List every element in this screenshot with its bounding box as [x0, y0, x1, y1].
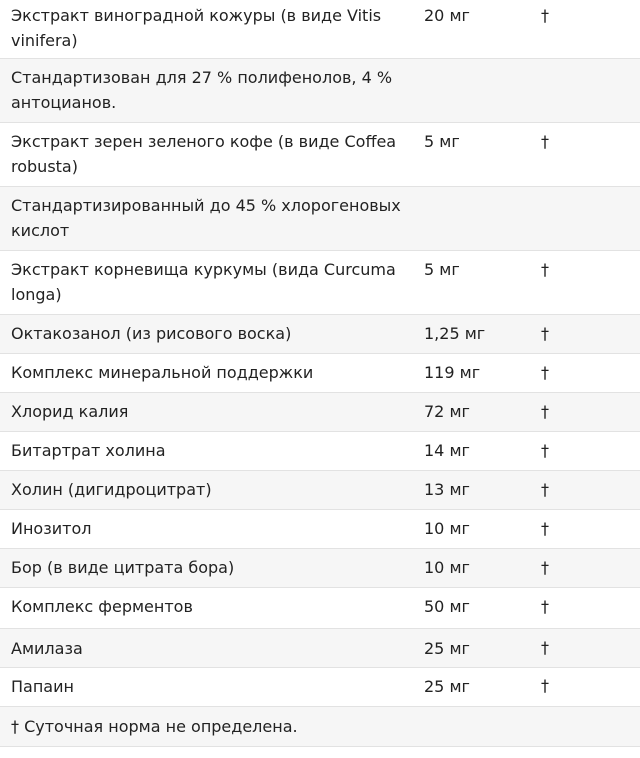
ingredient-amount: 1,25 мг — [424, 324, 486, 343]
table-row — [0, 432, 640, 471]
ingredient-name: Комплекс ферментов — [11, 597, 193, 616]
ingredient-name: Инозитол — [11, 519, 92, 538]
daily-value: † — [541, 324, 549, 343]
table-row — [0, 187, 640, 251]
table-row — [0, 393, 640, 432]
table-footnote-row — [0, 707, 640, 747]
ingredient-name: Октакозанол (из рисового воска) — [11, 324, 292, 343]
daily-value: † — [541, 519, 549, 538]
table-row — [0, 251, 640, 315]
ingredient-name: Папаин — [11, 677, 74, 696]
ingredient-name: Холин (дигидроцитрат) — [11, 480, 212, 499]
ingredient-amount: 13 мг — [424, 480, 470, 499]
ingredient-amount: 5 мг — [424, 132, 460, 151]
ingredient-name: Экстракт виноградной кожуры (в виде Vitis vinifera) — [11, 6, 382, 50]
ingredient-name: Бор (в виде цитрата бора) — [11, 558, 235, 577]
ingredient-amount: 25 мг — [424, 639, 470, 658]
daily-value: † — [541, 260, 549, 279]
table-row — [0, 59, 640, 123]
ingredient-amount: 10 мг — [424, 519, 470, 538]
ingredient-amount: 20 мг — [424, 6, 470, 25]
ingredient-note: Стандартизированный до 45 % хлорогеновых кислот — [11, 196, 401, 240]
ingredient-amount: 25 мг — [424, 677, 470, 696]
table-row — [0, 549, 640, 588]
ingredient-name: Хлорид калия — [11, 402, 129, 421]
ingredient-name: Комплекс минеральной поддержки — [11, 363, 314, 382]
daily-value: † — [541, 480, 549, 499]
daily-value: † — [541, 6, 549, 25]
table-row — [0, 629, 640, 668]
footnote: † Суточная норма не определена. — [11, 717, 298, 736]
daily-value: † — [541, 638, 549, 657]
table-row — [0, 668, 640, 707]
table-row — [0, 315, 640, 354]
ingredient-name: Экстракт корневища куркумы (вида Curcuma longa) — [11, 260, 396, 304]
ingredient-amount: 72 мг — [424, 402, 470, 421]
table-row — [0, 510, 640, 549]
daily-value: † — [541, 132, 549, 151]
ingredient-amount: 5 мг — [424, 260, 460, 279]
daily-value: † — [541, 441, 549, 460]
ingredient-name: Амилаза — [11, 639, 83, 658]
ingredient-amount: 50 мг — [424, 597, 470, 616]
ingredient-amount: 14 мг — [424, 441, 470, 460]
ingredient-name: Экстракт зерен зеленого кофе (в виде Coffea robusta) — [11, 132, 397, 176]
table-row — [0, 588, 640, 629]
daily-value: † — [541, 402, 549, 421]
ingredient-amount: 10 мг — [424, 558, 470, 577]
table-row — [0, 123, 640, 187]
daily-value: † — [541, 676, 549, 695]
daily-value: † — [541, 363, 549, 382]
table-row — [0, 471, 640, 510]
daily-value: † — [541, 558, 549, 577]
daily-value: † — [541, 597, 549, 616]
table-row — [0, 354, 640, 393]
ingredient-note: Стандартизован для 27 % полифенолов, 4 % антоцианов. — [11, 68, 393, 112]
ingredient-amount: 119 мг — [424, 363, 481, 382]
ingredient-name: Битартрат холина — [11, 441, 166, 460]
table-row — [0, 0, 640, 59]
